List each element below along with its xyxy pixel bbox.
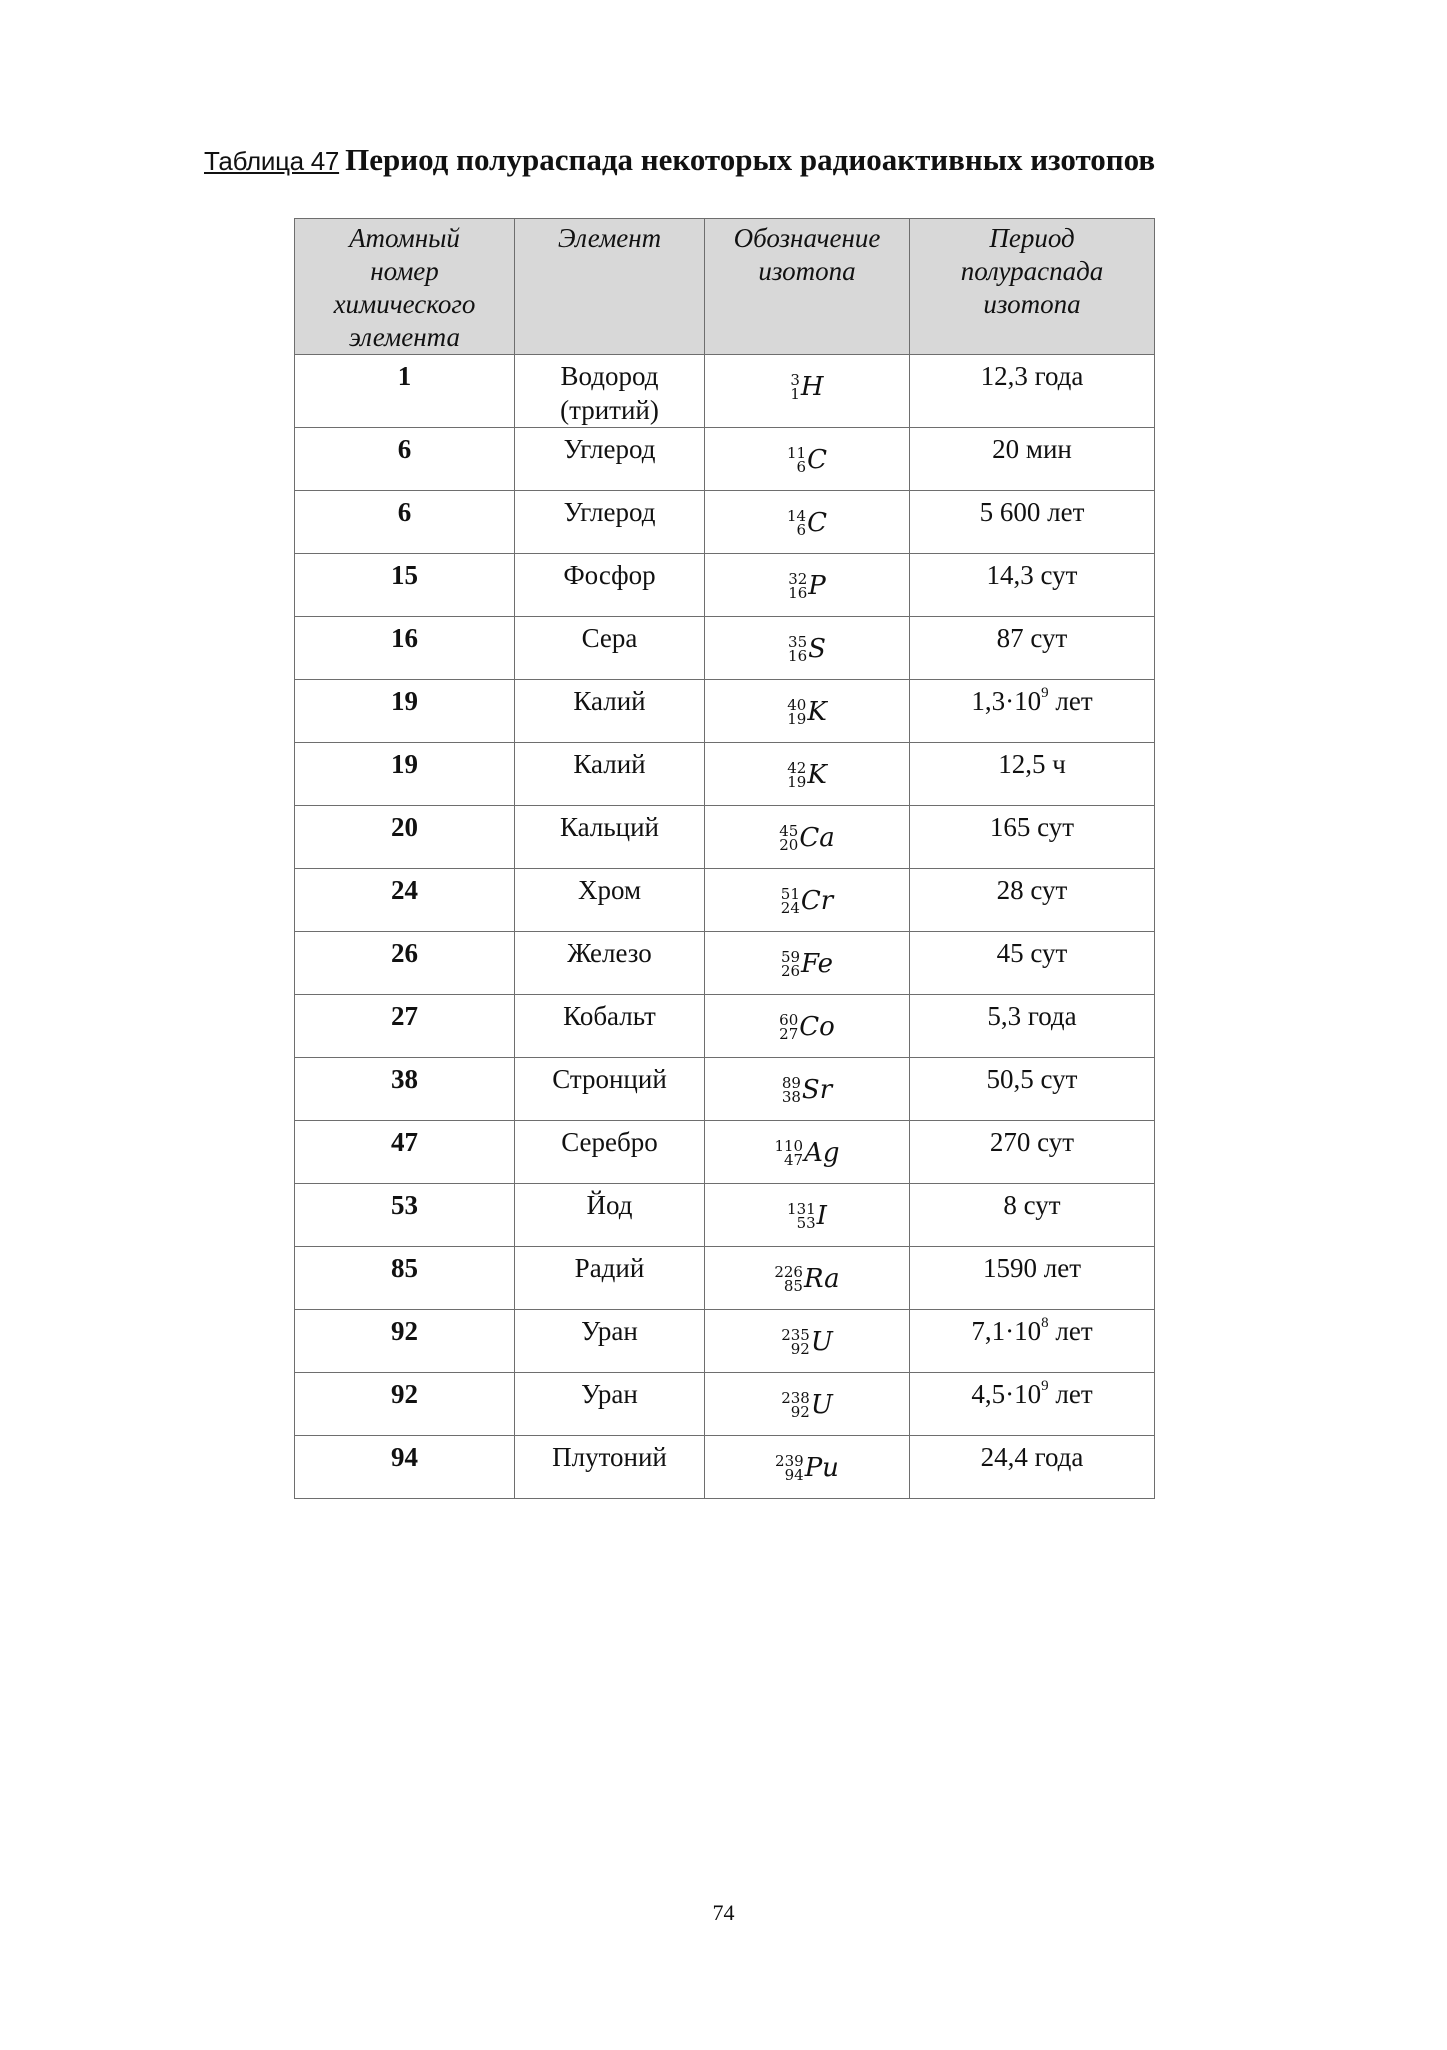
element-symbol: Ra	[803, 1264, 840, 1294]
atomic-number-subscript: 6	[796, 521, 807, 539]
isotope-notation	[788, 572, 826, 600]
isotope-notation	[787, 1202, 827, 1230]
isotope-nucleon-numbers	[781, 1328, 810, 1356]
isotope-cell	[705, 680, 910, 743]
isotope-cell	[705, 995, 910, 1058]
atomic-number-cell: 92	[295, 1310, 515, 1373]
element-name: Кобальт	[563, 1001, 656, 1031]
isotope-nucleon-numbers	[781, 950, 800, 978]
half-life-cell	[910, 617, 1155, 680]
atomic-number-subscript: 19	[787, 773, 807, 791]
atomic-number-subscript: 19	[787, 710, 807, 728]
isotope-notation	[787, 698, 827, 726]
atomic-number-cell: 20	[295, 806, 515, 869]
atomic-number-subscript: 26	[780, 962, 801, 980]
element-symbol: I	[816, 1201, 827, 1231]
isotope-nucleon-numbers	[787, 1202, 816, 1230]
half-life-value: 87 сут	[996, 623, 1068, 653]
atomic-number-cell: 24	[295, 869, 515, 932]
isotope-notation	[779, 824, 835, 852]
isotope-cell	[705, 932, 910, 995]
element-name: Радий	[574, 1253, 645, 1283]
half-life-cell	[910, 428, 1155, 491]
mass-number: 238	[781, 1389, 810, 1407]
element-name: Углерод	[563, 434, 656, 464]
isotope-cell	[705, 1058, 910, 1121]
element-name: Сера	[581, 623, 638, 653]
half-life-value: 12,5 ч	[998, 749, 1066, 779]
isotope-cell	[705, 1373, 910, 1436]
table-body	[295, 355, 1155, 1499]
mass-number: 51	[780, 885, 800, 903]
half-life-value: 12,3 года	[980, 361, 1084, 391]
element-symbol: H	[800, 372, 824, 402]
isotope-nucleon-numbers	[774, 1139, 803, 1167]
table-row	[295, 1184, 1155, 1247]
half-life-value: 270 сут	[989, 1127, 1075, 1157]
header-element: Элемент	[515, 219, 705, 355]
mass-number: 35	[788, 633, 808, 651]
atomic-number-cell: 16	[295, 617, 515, 680]
half-life-value: 4,5·10	[971, 1379, 1042, 1409]
atomic-number-subscript: 27	[779, 1025, 799, 1043]
atomic-number-cell: 1	[295, 355, 515, 428]
atomic-number-subscript: 85	[783, 1277, 803, 1295]
half-life-value: 45 сут	[996, 938, 1068, 968]
table-caption-label: Таблица 47	[204, 146, 340, 176]
element-name: Йод	[586, 1190, 633, 1220]
element-cell	[515, 1121, 705, 1184]
isotope-cell	[705, 869, 910, 932]
mass-number: 45	[779, 822, 799, 840]
isotope-notation	[790, 373, 823, 401]
table-caption-text: Период полураспада некоторых радиоактивных изотопов	[345, 142, 1156, 177]
table-row	[295, 491, 1155, 554]
element-cell	[515, 869, 705, 932]
element-cell	[515, 680, 705, 743]
isotope-nucleon-numbers	[787, 698, 806, 726]
half-life-cell	[910, 554, 1155, 617]
mass-number: 3	[790, 371, 800, 389]
atomic-number-cell: 53	[295, 1184, 515, 1247]
atomic-number-cell: 26	[295, 932, 515, 995]
mass-number: 60	[779, 1011, 799, 1029]
element-symbol: Ag	[804, 1138, 840, 1168]
element-symbol: U	[810, 1390, 833, 1420]
mass-number: 239	[775, 1452, 804, 1470]
atomic-number-subscript: 94	[784, 1466, 804, 1484]
isotope-nucleon-numbers	[787, 761, 806, 789]
element-symbol: Co	[799, 1012, 835, 1042]
isotope-notation	[787, 446, 827, 474]
atomic-number-subscript: 47	[784, 1151, 804, 1169]
mass-number: 42	[787, 759, 807, 777]
isotope-cell	[705, 1121, 910, 1184]
table-row	[295, 869, 1155, 932]
atomic-number-subscript: 1	[790, 385, 800, 403]
half-life-value: 165 сут	[989, 812, 1075, 842]
atomic-number-cell: 47	[295, 1121, 515, 1184]
element-cell	[515, 1310, 705, 1373]
half-life-value: 20 мин	[992, 434, 1072, 464]
element-symbol: P	[808, 571, 826, 601]
element-name: Уран	[581, 1316, 638, 1346]
table-row	[295, 1373, 1155, 1436]
half-life-value: 50,5 сут	[986, 1064, 1078, 1094]
element-cell	[515, 554, 705, 617]
element-name: Стронций	[552, 1064, 667, 1094]
half-life-value: 5 600 лет	[979, 497, 1085, 527]
isotope-notation	[775, 1454, 839, 1482]
element-name: Хром	[577, 875, 642, 905]
isotope-half-life-table	[294, 218, 1155, 1499]
table-row	[295, 743, 1155, 806]
isotope-cell	[705, 1310, 910, 1373]
isotope-notation	[787, 761, 827, 789]
element-symbol: Cr	[800, 886, 834, 916]
atomic-number-cell: 6	[295, 491, 515, 554]
isotope-notation	[787, 509, 827, 537]
isotope-nucleon-numbers	[781, 1391, 810, 1419]
isotope-notation	[781, 887, 833, 915]
mass-number: 89	[781, 1074, 801, 1092]
table-row	[295, 680, 1155, 743]
isotope-notation	[774, 1139, 839, 1167]
isotope-nucleon-numbers	[779, 824, 798, 852]
half-life-value: 8 сут	[1003, 1190, 1061, 1220]
atomic-number-subscript: 20	[779, 836, 799, 854]
half-life-cell	[910, 491, 1155, 554]
isotope-cell	[705, 743, 910, 806]
element-symbol: Sr	[801, 1075, 833, 1105]
element-cell	[515, 1436, 705, 1499]
element-name: Калий	[573, 686, 646, 716]
mass-number: 14	[787, 507, 807, 525]
element-symbol: Pu	[804, 1453, 839, 1483]
table-row	[295, 932, 1155, 995]
element-name: Серебро	[561, 1127, 658, 1157]
isotope-notation	[782, 1076, 832, 1104]
atomic-number-subscript: 38	[781, 1088, 801, 1106]
isotope-notation	[774, 1265, 839, 1293]
atomic-number-subscript: 92	[790, 1340, 810, 1358]
half-life-value: 5,3 года	[987, 1001, 1077, 1031]
element-cell	[515, 932, 705, 995]
isotope-notation	[781, 950, 833, 978]
page-number: 74	[712, 1900, 735, 1925]
half-life-value: 14,3 сут	[986, 560, 1078, 590]
table-row	[295, 428, 1155, 491]
mass-number: 226	[774, 1263, 803, 1281]
element-name: Фосфор	[563, 560, 656, 590]
element-cell	[515, 1058, 705, 1121]
half-life-cell	[910, 995, 1155, 1058]
half-life-value: 24,4 года	[980, 1442, 1084, 1472]
half-life-cell	[910, 1247, 1155, 1310]
element-symbol: Ca	[799, 823, 835, 853]
isotope-nucleon-numbers	[775, 1454, 804, 1482]
half-life-cell	[910, 1184, 1155, 1247]
atomic-number-cell: 19	[295, 680, 515, 743]
half-life-cell	[910, 806, 1155, 869]
element-symbol: U	[810, 1327, 833, 1357]
table-row	[295, 1310, 1155, 1373]
isotope-cell	[705, 491, 910, 554]
element-cell	[515, 1373, 705, 1436]
isotope-notation	[781, 1328, 833, 1356]
element-name: Плутоний	[552, 1442, 667, 1472]
atomic-number-subscript: 24	[780, 899, 800, 917]
isotope-notation	[779, 1013, 835, 1041]
element-cell	[515, 617, 705, 680]
half-life-cell	[910, 1058, 1155, 1121]
atomic-number-cell: 92	[295, 1373, 515, 1436]
isotope-nucleon-numbers	[788, 635, 807, 663]
element-name: Калий	[573, 749, 646, 779]
half-life-cell	[910, 680, 1155, 743]
mass-number: 11	[787, 444, 807, 462]
isotope-cell	[705, 1436, 910, 1499]
element-symbol: K	[807, 760, 827, 790]
mass-number: 131	[787, 1200, 816, 1218]
half-life-value: 1,3·10	[971, 686, 1042, 716]
atomic-number-subscript: 16	[788, 584, 808, 602]
atomic-number-subscript: 16	[788, 647, 808, 665]
isotope-nucleon-numbers	[781, 887, 800, 915]
isotope-cell	[705, 1184, 910, 1247]
atomic-number-subscript: 6	[796, 458, 807, 476]
element-cell	[515, 743, 705, 806]
atomic-number-cell: 85	[295, 1247, 515, 1310]
half-life-cell	[910, 1121, 1155, 1184]
atomic-number-subscript: 53	[796, 1214, 816, 1232]
element-symbol: S	[808, 634, 826, 664]
element-name: Уран	[581, 1379, 638, 1409]
element-cell	[515, 995, 705, 1058]
isotope-cell	[705, 806, 910, 869]
atomic-number-cell: 6	[295, 428, 515, 491]
mass-number: 59	[780, 948, 801, 966]
element-symbol: K	[807, 697, 827, 727]
header-isotope-symbol: Обозначение изотопа	[705, 219, 910, 355]
table-row	[295, 617, 1155, 680]
isotope-cell	[705, 617, 910, 680]
element-cell	[515, 1184, 705, 1247]
element-cell	[515, 1247, 705, 1310]
half-life-cell	[910, 1310, 1155, 1373]
isotope-nucleon-numbers	[782, 1076, 801, 1104]
table-row	[295, 1121, 1155, 1184]
header-atomic-number: Атомный номер химического элемента	[295, 219, 515, 355]
table-row	[295, 1247, 1155, 1310]
isotope-nucleon-numbers	[787, 509, 806, 537]
half-life-value: 28 сут	[996, 875, 1068, 905]
table-row	[295, 554, 1155, 617]
table-header-row	[295, 219, 1155, 355]
atomic-number-subscript: 92	[790, 1403, 810, 1421]
half-life-cell	[910, 355, 1155, 428]
mass-number: 235	[781, 1326, 810, 1344]
isotope-nucleon-numbers	[774, 1265, 803, 1293]
table-row	[295, 1436, 1155, 1499]
half-life-cell	[910, 932, 1155, 995]
isotope-notation	[781, 1391, 833, 1419]
half-life-cell	[910, 1436, 1155, 1499]
header-half-life: Период полураспада изотопа	[910, 219, 1155, 355]
isotope-cell	[705, 554, 910, 617]
isotope-cell	[705, 355, 910, 428]
half-life-exponent: 9	[1041, 685, 1049, 701]
isotope-cell	[705, 428, 910, 491]
atomic-number-cell: 27	[295, 995, 515, 1058]
isotope-cell	[705, 1247, 910, 1310]
table-row	[295, 995, 1155, 1058]
element-cell	[515, 491, 705, 554]
half-life-value: 1590 лет	[982, 1253, 1081, 1283]
mass-number: 110	[774, 1137, 804, 1155]
element-name: Железо	[567, 938, 652, 968]
element-symbol: Fe	[801, 949, 834, 979]
mass-number: 40	[787, 696, 807, 714]
half-life-unit: лет	[1048, 1379, 1093, 1409]
isotope-nucleon-numbers	[788, 572, 807, 600]
isotope-notation	[788, 635, 826, 663]
isotope-nucleon-numbers	[787, 446, 806, 474]
table-row	[295, 355, 1155, 428]
element-cell	[515, 806, 705, 869]
half-life-cell	[910, 869, 1155, 932]
isotope-nucleon-numbers	[790, 373, 800, 401]
half-life-exponent: 9	[1041, 1378, 1049, 1394]
table-row	[295, 806, 1155, 869]
element-name: Углерод	[563, 497, 656, 527]
element-name: Водород (тритий)	[560, 361, 659, 425]
half-life-value: 7,1·10	[971, 1316, 1042, 1346]
half-life-cell	[910, 743, 1155, 806]
element-name: Кальций	[559, 812, 659, 842]
atomic-number-cell: 19	[295, 743, 515, 806]
page-title	[204, 140, 1304, 181]
half-life-cell	[910, 1373, 1155, 1436]
atomic-number-cell: 94	[295, 1436, 515, 1499]
half-life-exponent: 8	[1041, 1315, 1049, 1331]
half-life-unit: лет	[1048, 686, 1093, 716]
isotope-nucleon-numbers	[779, 1013, 798, 1041]
element-cell	[515, 428, 705, 491]
atomic-number-cell: 15	[295, 554, 515, 617]
half-life-unit: лет	[1048, 1316, 1093, 1346]
mass-number: 32	[788, 570, 808, 588]
element-symbol: C	[807, 445, 827, 475]
atomic-number-cell: 38	[295, 1058, 515, 1121]
element-symbol: C	[807, 508, 827, 538]
element-cell	[515, 355, 705, 428]
table-row	[295, 1058, 1155, 1121]
